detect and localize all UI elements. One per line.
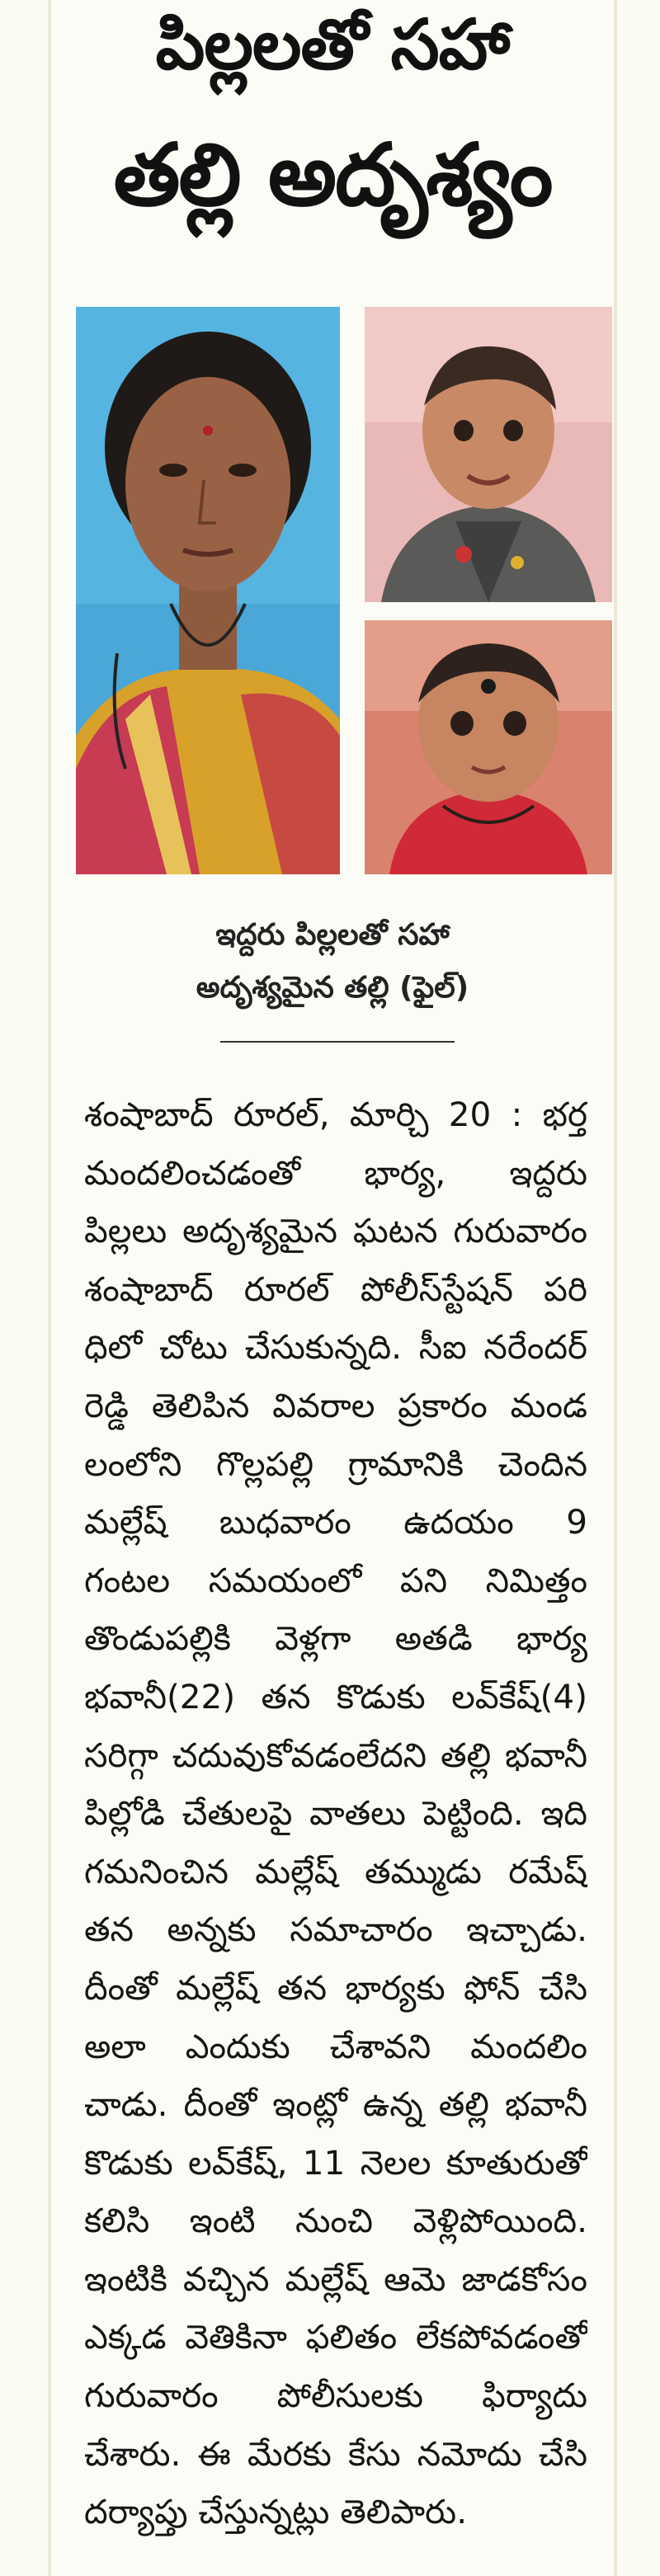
article-line: గురువారం పోలీసులకు ఫిర్యాదు [84,2376,587,2416]
caption-divider [220,1041,455,1043]
article-line: మందలించడంతో భార్య, ఇద్దరు [84,1152,587,1193]
article-line: సరిగ్గా చదువుకోవడంలేదని తల్లి భవానీ [84,1735,587,1775]
boy-portrait-icon [365,307,612,602]
article-line: పిల్లోడి చేతులపై వాతలు పెట్టింది. ఇది [84,1793,587,1834]
photo-caption-line-2: అదృశ్యమైన తల్లి (ఫైల్) [196,971,469,1005]
article-body [84,1085,587,2541]
article-line: కలిసి ఇంటి నుంచి వెళ్లిపోయింది. [84,2201,587,2241]
article-line: పిల్లలు అదృశ్యమైన ఘటన గురువారం [84,1211,587,1251]
girl-portrait-icon [365,620,612,874]
mother-portrait-icon [76,307,340,874]
article-line: గమనించిన మల్లేష్ తమ్ముడు రమేష్ [84,1851,587,1891]
article-line: దర్యాప్తు చేస్తున్నట్లు తెలిపారు. [84,2492,468,2532]
article-line: కొడుకు లవ్‌కేష్, 11 నెలల కూతురుతో [84,2142,587,2183]
article-line: లంలోని గొల్లపల్లి గ్రామానికి చెందిన [84,1443,587,1484]
article-line: ఇంటికి వచ్చిన మల్లేష్ ఆమె జాడకోసం [84,2258,587,2299]
article-line: చేశారు. ఈ మేరకు కేసు నమోదు చేసి [84,2433,587,2474]
article-line: శంషాబాద్ రూరల్ పోలీస్‌స్టేషన్ పరి [84,1269,587,1309]
article-line: మల్లేష్ బుధవారం ఉదయం 9 [84,1502,587,1542]
headline-line-2: తల్లి అదృశ్యం [113,125,552,225]
article-line: ధిలో చోటు చేసుకున్నది. సీఐ నరేందర్ [84,1327,587,1368]
article-line: గంటల సమయంలో పని నిమిత్తం [84,1560,587,1600]
girl-photo [365,620,612,874]
newspaper-clipping [48,0,617,2576]
article-line: అలా ఎందుకు చేశావని మందలిం [84,2026,587,2066]
article-line: తొండుపల్లికి వెళ్లగా అతడి భార్య [84,1618,587,1659]
article-line: శంషాబాద్ రూరల్, మార్చి 20 : భర్త [84,1095,587,1134]
article-line: రెడ్డి తెలిపిన వివరాల ప్రకారం మండ [84,1385,587,1425]
article-line: తన అన్నకు సమాచారం ఇచ్చాడు. [84,1910,587,1950]
article-line: దీంతో మల్లేష్ తన భార్యకు ఫోన్ చేసి [84,1967,587,2008]
boy-photo [365,307,612,602]
headline-line-1: పిల్లలతో సహా [155,4,510,85]
article-line: భవానీ(22) తన కొడుకు లవ్‌కేష్(4) [84,1676,587,1717]
article-line: చాడు. దీంతో ఇంట్లో ఉన్న తల్లి భవానీ [84,2084,587,2125]
article-line: ఎక్కడ వెతికినా ఫలితం లేకపోవడంతో [84,2317,587,2357]
photo-caption-line-1: ఇద్దరు పిల్లలతో సహా [215,918,450,952]
mother-photo [76,307,340,874]
